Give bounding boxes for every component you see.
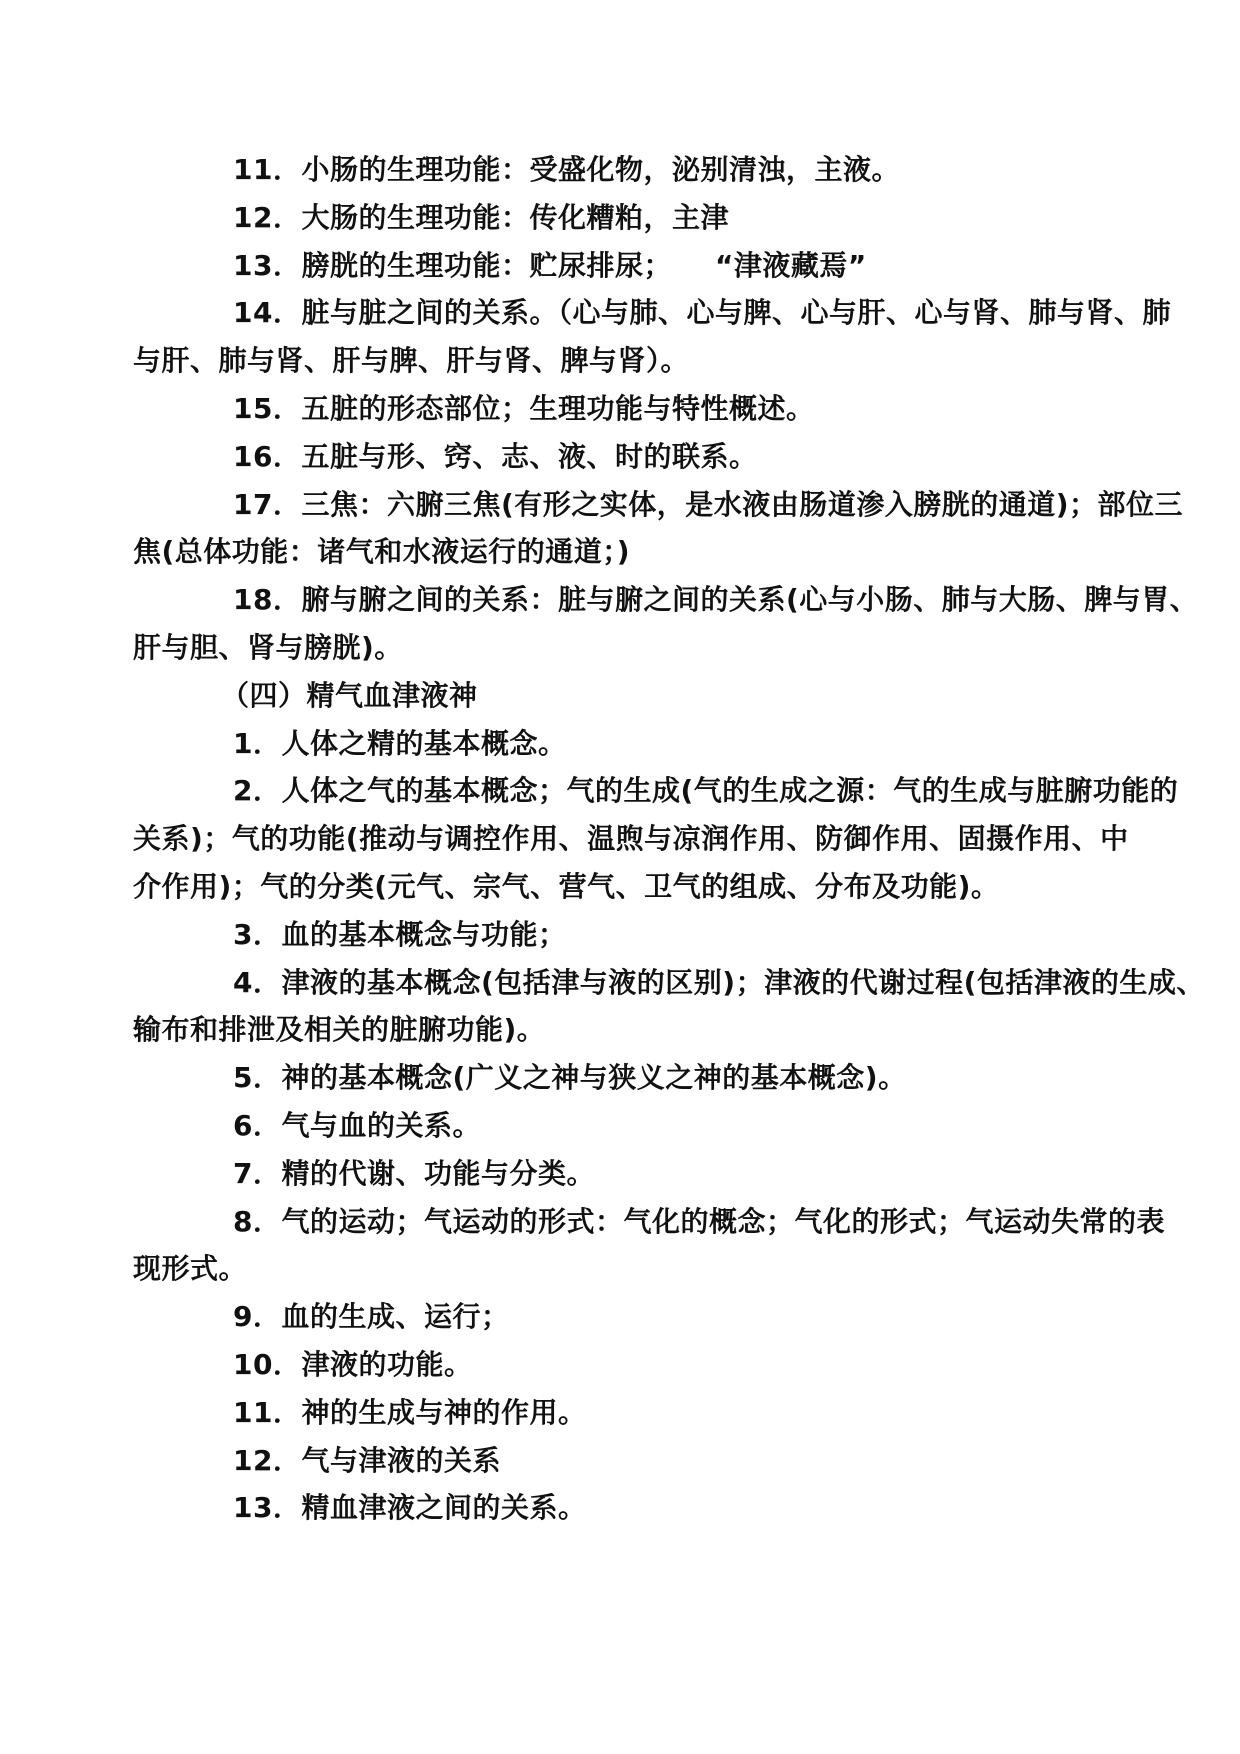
text-line: 介作用)；气的分类(元气、宗气、营气、卫气的组成、分布及功能)。 (133, 869, 1000, 903)
text-line: 11．神的生成与神的作用。 (233, 1395, 587, 1429)
text-line: 17．三焦：六腑三焦(有形之实体，是水液由肠道渗入膀胱的通道)；部位三 (233, 487, 1184, 521)
text-line: 3．血的基本概念与功能； (233, 917, 567, 951)
text-line: 9．血的生成、运行； (233, 1300, 510, 1334)
text-line: 8．气的运动；气运动的形式：气化的概念；气化的形式；气运动失常的表 (233, 1204, 1165, 1238)
text-line: 16．五脏与形、窍、志、液、时的联系。 (233, 439, 758, 473)
text-line: 5．神的基本概念(广义之神与狭义之神的基本概念)。 (233, 1061, 907, 1095)
text-line: 13．膀胱的生理功能：贮尿排尿； “津液藏焉” (233, 248, 867, 282)
document-text-block (133, 146, 1205, 1532)
text-line: 现形式。 (133, 1252, 248, 1286)
text-line: 14．脏与脏之间的关系。（心与肺、心与脾、心与肝、心与肾、肺与肾、肺 (233, 296, 1171, 330)
text-line: 15．五脏的形态部位；生理功能与特性概述。 (233, 391, 815, 425)
text-line: 肝与胆、肾与膀胱)。 (133, 630, 403, 664)
text-line: 1．人体之精的基本概念。 (233, 726, 567, 760)
text-line: 13．精血津液之间的关系。 (233, 1491, 587, 1525)
text-line: 12．大肠的生理功能：传化糟粕，主津 (233, 200, 729, 234)
text-line: 11．小肠的生理功能：受盛化物，泌别清浊，主液。 (233, 153, 900, 186)
text-line: 与肝、肺与肾、肝与脾、肝与肾、脾与肾）。 (133, 344, 690, 378)
text-line: 18．腑与腑之间的关系：脏与腑之间的关系(心与小肠、肺与大肠、脾与胃、 (233, 583, 1199, 617)
text-line: 10．津液的功能。 (233, 1347, 473, 1381)
text-line: 12．气与津液的关系 (233, 1443, 501, 1477)
text-line: 输布和排泄及相关的脏腑功能)。 (133, 1013, 546, 1047)
section-heading: （四）精气血津液神 (221, 678, 478, 712)
text-line: 7．精的代谢、功能与分类。 (233, 1156, 595, 1190)
text-line: 4．津液的基本概念(包括津与液的区别)；津液的代谢过程(包括津液的生成、 (233, 965, 1205, 999)
text-line: 6．气与血的关系。 (233, 1108, 481, 1142)
text-line: 关系)；气的功能(推动与调控作用、温煦与凉润作用、防御作用、固摄作用、中 (133, 822, 1129, 856)
text-line: 2．人体之气的基本概念；气的生成(气的生成之源：气的生成与脏腑功能的 (233, 774, 1179, 808)
text-line: 焦(总体功能：诸气和水液运行的通道；) (133, 535, 631, 569)
